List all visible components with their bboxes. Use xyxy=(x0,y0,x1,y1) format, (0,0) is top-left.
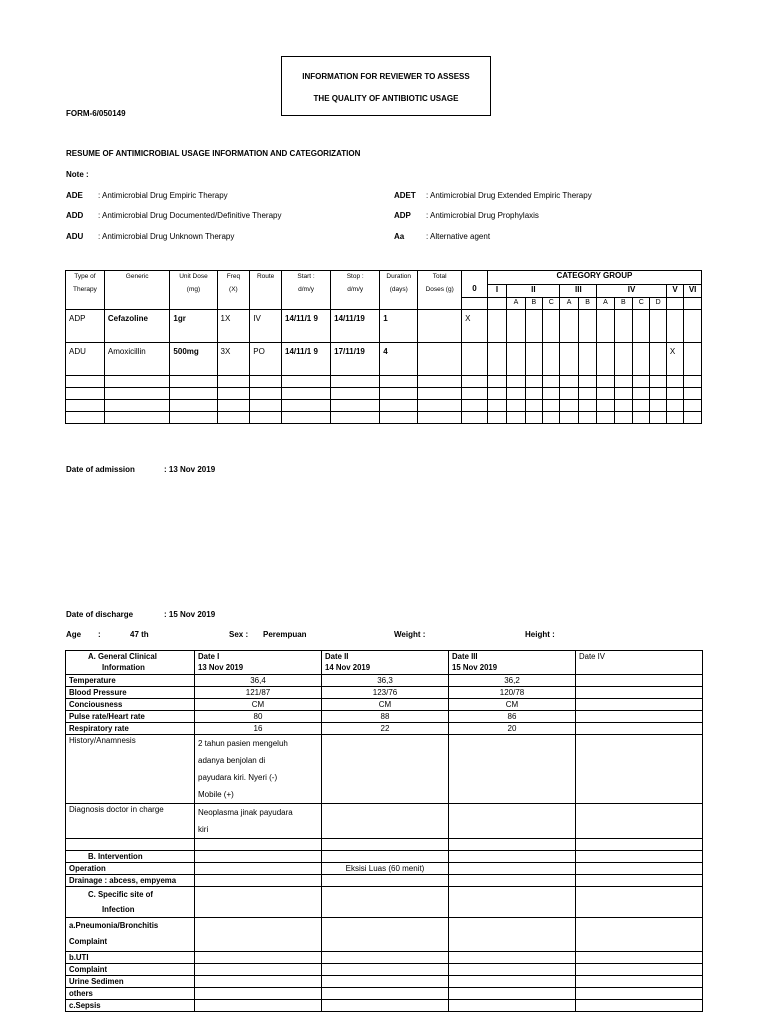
discharge-value: : 15 Nov 2019 xyxy=(164,610,216,619)
drainage-label: Drainage : abcess, empyema xyxy=(66,875,195,887)
clinical-info-table xyxy=(65,650,703,1012)
admission-value: : 13 Nov 2019 xyxy=(164,465,216,474)
empty-row xyxy=(66,412,702,424)
vital-value: CM xyxy=(322,699,449,711)
vital-row xyxy=(66,723,703,735)
vital-row xyxy=(66,687,703,699)
sub-IV-B: B xyxy=(614,298,632,310)
resume-heading: RESUME OF ANTIMICROBIAL USAGE INFORMATION AND CATEGORIZATION xyxy=(66,149,361,158)
note-code-ade: ADE xyxy=(66,191,83,200)
age-colon: : xyxy=(98,630,101,639)
others-label: others xyxy=(66,988,195,1000)
sub-IV-A: A xyxy=(597,298,614,310)
vital-value xyxy=(576,723,703,735)
note-desc-adp: : Antimicrobial Drug Prophylaxis xyxy=(426,211,539,220)
group-I: I xyxy=(487,284,506,298)
cell-type: ADU xyxy=(66,343,105,376)
vital-value: 36,3 xyxy=(322,675,449,687)
group-V: V xyxy=(666,284,683,298)
vital-row xyxy=(66,675,703,687)
date-col-2: Date II 14 Nov 2019 xyxy=(322,651,449,675)
sub-III-A: A xyxy=(560,298,578,310)
cell-start: 14/11/1 9 xyxy=(282,343,331,376)
complaint-label: Complaint xyxy=(66,964,195,976)
vital-value: 123/76 xyxy=(322,687,449,699)
vital-value: 120/78 xyxy=(449,687,576,699)
vital-value xyxy=(576,687,703,699)
cell-freq: 3X xyxy=(217,343,250,376)
sex-value: Perempuan xyxy=(263,630,307,639)
operation-label: Operation xyxy=(66,863,195,875)
table-row xyxy=(66,310,702,343)
antimicrobial-table xyxy=(65,270,702,424)
cell-route: IV xyxy=(250,310,282,343)
history-date1: 2 tahun pasien mengeluh adanya benjolan di payudara kiri. Nyeri (-) Mobile (+) xyxy=(195,735,322,804)
vital-label: Temperature xyxy=(66,675,195,687)
cell-unit-dose: 500mg xyxy=(170,343,217,376)
vital-label: Blood Pressure xyxy=(66,687,195,699)
history-label: History/Anamnesis xyxy=(66,735,195,804)
col-header-stop: Stop : d/m/y xyxy=(331,271,380,310)
note-desc-adet: : Antimicrobial Drug Extended Empiric Therapy xyxy=(426,191,592,200)
sub-II-B: B xyxy=(525,298,542,310)
sub-III-B: B xyxy=(578,298,596,310)
sub-blank-I xyxy=(487,298,506,310)
vital-value: 36,2 xyxy=(449,675,576,687)
sub-IV-C: C xyxy=(633,298,650,310)
cell-total xyxy=(418,343,462,376)
group-II: II xyxy=(507,284,560,298)
date-col-3: Date III 15 Nov 2019 xyxy=(449,651,576,675)
pneumonia-label: a.Pneumonia/Bronchitis Complaint xyxy=(66,918,195,952)
cell-freq: 1X xyxy=(217,310,250,343)
note-label: Note : xyxy=(66,170,89,179)
empty-row xyxy=(66,376,702,388)
diagnosis-date1: Neoplasma jinak payudara kiri xyxy=(195,804,322,839)
uti-label: b.UTI xyxy=(66,952,195,964)
col-header-unit-dose: Unit Dose (mg) xyxy=(170,271,217,310)
cell-route: PO xyxy=(250,343,282,376)
note-code-add: ADD xyxy=(66,211,84,220)
vital-value: CM xyxy=(195,699,322,711)
urine-sediment-label: Urine Sedimen xyxy=(66,976,195,988)
note-code-adp: ADP xyxy=(394,211,411,220)
vital-label: Pulse rate/Heart rate xyxy=(66,711,195,723)
vital-value: 36,4 xyxy=(195,675,322,687)
sex-label: Sex : xyxy=(229,630,249,639)
empty-row xyxy=(66,400,702,412)
vital-value: 16 xyxy=(195,723,322,735)
date-col-4: Date IV xyxy=(576,651,703,675)
discharge-label: Date of discharge xyxy=(66,610,134,619)
vital-value: 22 xyxy=(322,723,449,735)
section-c-heading: C. Specific site of Infection xyxy=(66,887,195,918)
cell-generic: Cefazoline xyxy=(104,310,170,343)
sub-blank-0 xyxy=(462,298,488,310)
sub-IV-D: D xyxy=(650,298,666,310)
cell-type: ADP xyxy=(66,310,105,343)
note-desc-ade: : Antimicrobial Drug Empiric Therapy xyxy=(98,191,228,200)
section-a-heading: A. General Clinical Information xyxy=(66,651,195,675)
cell-cat-0 xyxy=(462,343,488,376)
section-b-heading: B. Intervention xyxy=(66,851,195,863)
form-title-line2: THE QUALITY OF ANTIBIOTIC USAGE xyxy=(313,94,459,103)
vital-value: 20 xyxy=(449,723,576,735)
vital-label: Respiratory rate xyxy=(66,723,195,735)
operation-date2: Eksisi Luas (60 menit) xyxy=(322,863,449,875)
note-desc-add: : Antimicrobial Drug Documented/Definitive Therapy xyxy=(98,211,282,220)
table-row xyxy=(66,343,702,376)
weight-label: Weight : xyxy=(394,630,426,639)
admission-label: Date of admission xyxy=(66,465,135,474)
col-header-route: Route xyxy=(250,271,282,310)
cell-start: 14/11/1 9 xyxy=(282,310,331,343)
vital-value xyxy=(576,675,703,687)
form-number: FORM-6/050149 xyxy=(66,109,126,118)
col-header-duration: Duration (days) xyxy=(380,271,418,310)
sub-blank-VI xyxy=(684,298,702,310)
cell-total xyxy=(418,310,462,343)
vital-value: 80 xyxy=(195,711,322,723)
date-col-1: Date I 13 Nov 2019 xyxy=(195,651,322,675)
col-header-generic: Generic xyxy=(104,271,170,310)
col-header-type: Type of Therapy xyxy=(66,271,105,310)
note-desc-aa: : Alternative agent xyxy=(426,232,491,241)
cell-cat-V xyxy=(666,310,683,343)
group-VI: VI xyxy=(684,284,702,298)
cell-generic: Amoxicillin xyxy=(104,343,170,376)
vital-value: 121/87 xyxy=(195,687,322,699)
height-label: Height : xyxy=(525,630,555,639)
vital-label: Conciousness xyxy=(66,699,195,711)
group-IV: IV xyxy=(597,284,667,298)
note-code-aa: Aa xyxy=(394,232,405,241)
sub-blank-V xyxy=(666,298,683,310)
vital-row xyxy=(66,711,703,723)
cell-stop: 17/11/19 xyxy=(331,343,380,376)
note-code-adu: ADU xyxy=(66,232,84,241)
note-code-adet: ADET xyxy=(394,191,416,200)
diagnosis-label: Diagnosis doctor in charge xyxy=(66,804,195,839)
cell-cat-V: X xyxy=(666,343,683,376)
vital-value: CM xyxy=(449,699,576,711)
vital-value: 86 xyxy=(449,711,576,723)
note-desc-adu: : Antimicrobial Drug Unknown Therapy xyxy=(98,232,235,241)
group-III: III xyxy=(560,284,597,298)
col-header-start: Start : d/m/y xyxy=(282,271,331,310)
vital-value xyxy=(576,711,703,723)
cat-blank xyxy=(462,271,488,285)
sub-II-A: A xyxy=(507,298,525,310)
vital-value: 88 xyxy=(322,711,449,723)
cell-stop: 14/11/19 xyxy=(331,310,380,343)
age-value: 47 th xyxy=(130,630,149,639)
cell-unit-dose: 1gr xyxy=(170,310,217,343)
category-group-header: CATEGORY GROUP xyxy=(487,271,701,285)
cell-duration: 4 xyxy=(380,343,418,376)
form-title-line1: INFORMATION FOR REVIEWER TO ASSESS xyxy=(302,72,470,81)
group-0: 0 xyxy=(462,284,488,298)
sub-II-C: C xyxy=(543,298,560,310)
cell-duration: 1 xyxy=(380,310,418,343)
cell-cat-0: X xyxy=(462,310,488,343)
vital-value xyxy=(576,699,703,711)
sepsis-label: c.Sepsis xyxy=(66,1000,195,1012)
empty-row xyxy=(66,388,702,400)
col-header-freq: Freq (X) xyxy=(217,271,250,310)
form-title-box xyxy=(281,56,491,116)
age-label: Age xyxy=(66,630,82,639)
vital-row xyxy=(66,699,703,711)
col-header-total-doses: Total Doses (g) xyxy=(418,271,462,310)
